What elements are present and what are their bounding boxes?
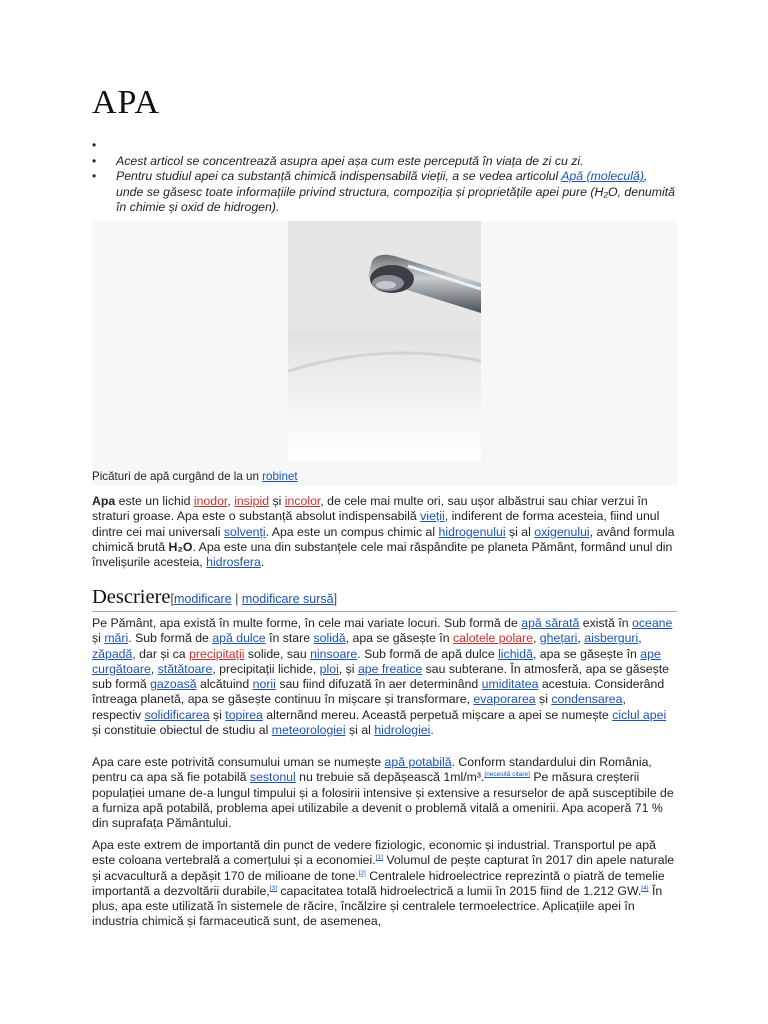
link-topirea[interactable]: topirea	[225, 707, 263, 722]
edit-source-link[interactable]: modificare sursă	[241, 592, 334, 606]
edit-links: [modificare | modificare sursă]	[170, 592, 338, 606]
link-apa-molecula[interactable]: Apă (moleculă)	[561, 169, 644, 183]
reference-2[interactable]: [2]	[358, 869, 366, 877]
figure-faucet	[92, 221, 677, 485]
link-ape-curgatoare[interactable]: ape curgătoare	[92, 646, 661, 676]
hatnote-list	[92, 138, 677, 216]
descriere-paragraph-1: Pe Pământ, apa există în multe forme, în cele mai variate locuri. Sub formă de apă sărată există în oceane și mări. Sub formă de apă dulce în stare solidă, apa se găsește în calotele polare, ghețari, aisberguri, zăpadă, dar și ca precipitații solide, sau ninsoare. Sub formă de apă dulce lichidă, apa se găsește în ape curgătoare, stătătoare, precipitații lichide, ploi, și ape freatice sau subterane. În atmosferă, apa se găsește sub formă gazoasă alcătuind norii sau fiind difuzată în aer determinând umiditatea acestuia. Considerând întreaga planetă, apa se găsește continuu în mișcare și transformare, evaporarea și condensarea, respectiv solidificarea și topirea alternând mereu. Această perpetuă mișcare a apei se numește ciclul apei și constituie obiectul de studiu al meteorologiei și al hidrologiei.	[92, 616, 673, 738]
link-statatoare[interactable]: stătătoare	[157, 661, 213, 676]
faucet-photo[interactable]	[288, 221, 481, 461]
reference-1[interactable]: [1]	[375, 854, 383, 862]
figure-caption: Picături de apă curgând de la un robinet	[92, 470, 298, 483]
link-meteorologiei[interactable]: meteorologiei	[271, 723, 346, 738]
link-norii[interactable]: norii	[252, 677, 276, 692]
link-apa-sarata[interactable]: apă sărată	[521, 616, 580, 630]
descriere-paragraph-3: Apa este extrem de importantă din punct de vedere fiziologic, economic și industrial. Transportul pe apă este coloana vertebrală a comerțului și a economiei.[1] Volumul de pește capturat în 2017 din apele naturale și acvacultură a depășit 170 de milioane de tone.[2] Centralele hidroelectrice reprezintă o piatră de temelie importantă a dezvoltării durabile,[3] capacitatea totală hidroelectrică a lumii în 2015 fiind de 1.212 GW.[4] În plus, apa este utilizată în sistemele de răcire, încălzire și centralele termoelectrice. Aplicațiile apei în industria chimică și farmaceutică sunt, de asemenea,	[92, 838, 675, 929]
hatnote-empty	[92, 138, 677, 154]
link-ploi[interactable]: ploi	[319, 661, 339, 676]
link-ape-freatice[interactable]: ape freatice	[357, 661, 423, 676]
link-evaporarea[interactable]: evaporarea	[473, 692, 536, 707]
link-oceane[interactable]: oceane	[632, 616, 673, 630]
link-solida[interactable]: solidă	[313, 631, 346, 646]
link-ninsoare[interactable]: ninsoare	[310, 646, 358, 661]
link-solventi[interactable]: solvenți	[223, 524, 266, 539]
link-vietii[interactable]: vieții	[420, 509, 445, 524]
link-aisberguri[interactable]: aisberguri	[584, 631, 639, 646]
page-title: APA	[92, 84, 160, 121]
link-gazoasa[interactable]: gazoasă	[150, 677, 197, 692]
link-zapada[interactable]: zăpadă	[92, 646, 133, 661]
link-apa-potabila[interactable]: apă potabilă	[384, 755, 452, 769]
hatnote-scope: • Acest articol se concentrează asupra apei așa cum este percepută în viața de zi cu zi.	[92, 154, 677, 170]
reference-3[interactable]: [3]	[269, 884, 277, 892]
link-solidificarea[interactable]: solidificarea	[144, 707, 210, 722]
link-hidrosfera[interactable]: hidrosfera	[206, 555, 261, 570]
faucet-illustration	[288, 221, 481, 461]
link-ghetari[interactable]: ghețari	[539, 631, 578, 646]
edit-link[interactable]: modificare	[174, 592, 232, 606]
link-sestonul[interactable]: sestonul	[249, 770, 296, 785]
link-hidrologiei[interactable]: hidrologiei	[374, 723, 431, 738]
link-lichida[interactable]: lichidă	[498, 646, 533, 661]
link-apa-dulce[interactable]: apă dulce	[212, 631, 266, 646]
hatnote-molecule: • Pentru studiul apei ca substanță chimică indispensabilă vieții, a se vedea articolul Apă (moleculă), unde se găsesc toate informațiile privind structura, compoziția și proprietățile apei pure (H₂O, denumită în chimie și oxid de hidrogen).	[92, 169, 677, 216]
section-heading-descriere: Descriere[modificare | modificare sursă]	[92, 586, 677, 612]
link-mari[interactable]: mări	[104, 631, 129, 646]
link-condensarea[interactable]: condensarea	[551, 692, 623, 707]
link-precipitatii[interactable]: precipitații	[189, 646, 245, 661]
intro-paragraph: Apa este un lichid inodor, insipid și incolor, de cele mai multe ori, sau ușor albăstrui sau chiar verzui în straturi groase. Apa este o substanță absolut indispensabilă vieții, indiferent de forma acesteia, fiind unul dintre cei mai universali solvenți. Apa este un compus chimic al hidrogenului și al oxigenului, având formula chimică brută H₂O. Apa este una din substanțele cele mai răspândite pe planeta Pământ, formând unul din învelișurile acesteia, hidrosfera.	[92, 494, 675, 570]
reference-4[interactable]: [4]	[641, 884, 649, 892]
link-hidrogenului[interactable]: hidrogenului	[438, 524, 506, 539]
link-oxigenului[interactable]: oxigenului	[534, 524, 590, 539]
citation-needed[interactable]: [necesită citare]	[484, 771, 530, 779]
link-umiditatea[interactable]: umiditatea	[481, 677, 539, 692]
link-ciclul-apei[interactable]: ciclul apei	[612, 707, 667, 722]
link-robinet[interactable]: robinet	[262, 470, 298, 483]
link-insipid[interactable]: insipid	[234, 494, 270, 508]
link-inodor[interactable]: inodor	[193, 494, 228, 508]
link-incolor[interactable]: incolor	[284, 494, 321, 508]
link-calotele-polare[interactable]: calotele polare	[452, 631, 533, 646]
descriere-paragraph-2: Apa care este potrivită consumului uman se numește apă potabilă. Conform standardului din România, pentru ca apa să fie potabilă sestonul nu trebuie să depășească 1ml/m³.[necesită citare] Pe măsura creșterii populației umane de-a lungul timpului și a folosirii intensive și extensive a resurselor de apă susceptibile de a furniza apă potabilă, problema apei utilizabile a devenit o problemă vitală a omenirii. Apa acoperă 71 % din suprafața Pământului.	[92, 755, 674, 831]
